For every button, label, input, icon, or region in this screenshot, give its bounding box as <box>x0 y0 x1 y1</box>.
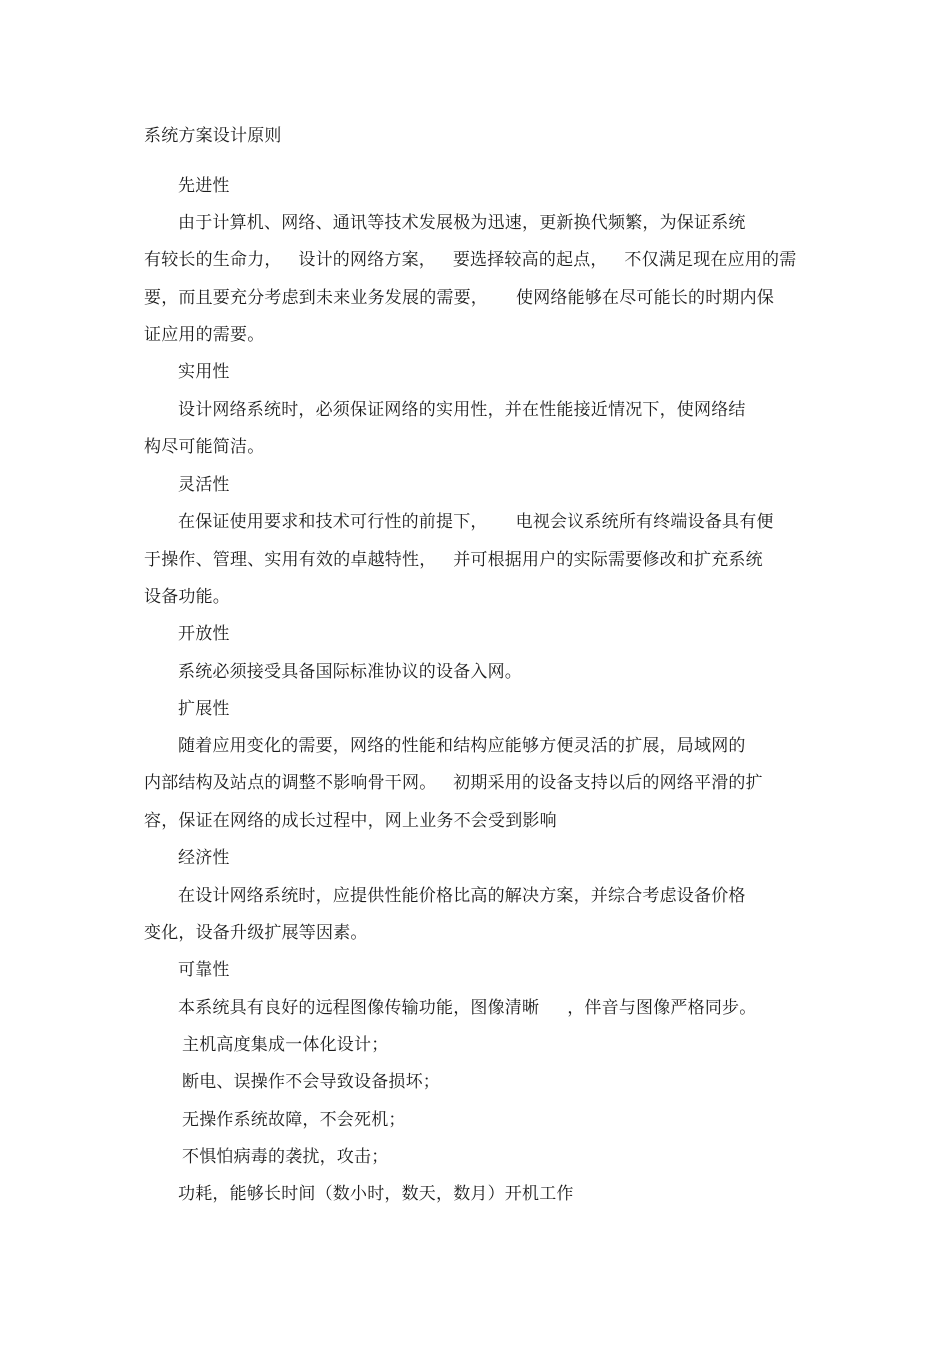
list-item: 断电、误操作不会导致设备损坏； <box>182 1072 440 1092</box>
paragraph-line: 变化，设备升级扩展等因素。 <box>144 923 368 943</box>
paragraph-line: 随着应用变化的需要，网络的性能和结构应能够方便灵活的扩展，局域网的 <box>178 736 746 756</box>
paragraph-line: 由于计算机、网络、通讯等技术发展极为迅速，更新换代频繁，为保证系统 <box>178 213 746 233</box>
list-item: 主机高度集成一体化设计； <box>182 1035 389 1055</box>
paragraph-line: 设备功能。 <box>144 587 230 607</box>
paragraph-line: 系统必须接受具备国际标准协议的设备入网。 <box>178 662 522 682</box>
list-item: 功耗，能够长时间（数小时，数天，数月）开机工作 <box>178 1184 574 1204</box>
paragraph-line: 于操作、管理、实用有效的卓越特性， 并可根据用户的实际需要修改和扩充系统 <box>144 550 763 570</box>
section-heading-scalable: 扩展性 <box>178 699 230 719</box>
section-heading-flexible: 灵活性 <box>178 475 230 495</box>
list-item: 不惧怕病毒的袭扰，攻击； <box>182 1147 389 1167</box>
paragraph-line: 容，保证在网络的成长过程中，网上业务不会受到影响 <box>144 811 557 831</box>
paragraph-line: 在保证使用要求和技术可行性的前提下， 电视会议系统所有终端设备具有便 <box>178 512 774 532</box>
paragraph-line: 要，而且要充分考虑到未来业务发展的需要， 使网络能够在尽可能长的时期内保 <box>144 288 775 308</box>
paragraph-line: 有较长的生命力， 设计的网络方案， 要选择较高的起点， 不仅满足现在应用的需 <box>144 250 797 270</box>
paragraph-line: 本系统具有良好的远程图像传输功能，图像清晰 ，伴音与图像严格同步。 <box>178 998 757 1018</box>
paragraph-line: 构尽可能简洁。 <box>144 437 265 457</box>
section-heading-reliable: 可靠性 <box>178 960 230 980</box>
list-item: 无操作系统故障，不会死机； <box>182 1110 406 1130</box>
section-heading-open: 开放性 <box>178 624 230 644</box>
paragraph-line: 设计网络系统时，必须保证网络的实用性，并在性能接近情况下，使网络结 <box>178 400 746 420</box>
document-title: 系统方案设计原则 <box>144 126 282 146</box>
section-heading-advanced: 先进性 <box>178 176 230 196</box>
paragraph-line: 内部结构及站点的调整不影响骨干网。 初期采用的设备支持以后的网络平滑的扩 <box>144 773 763 793</box>
section-heading-economic: 经济性 <box>178 848 230 868</box>
paragraph-line: 证应用的需要。 <box>144 325 265 345</box>
paragraph-line: 在设计网络系统时，应提供性能价格比高的解决方案，并综合考虑设备价格 <box>178 886 746 906</box>
section-heading-practical: 实用性 <box>178 362 230 382</box>
